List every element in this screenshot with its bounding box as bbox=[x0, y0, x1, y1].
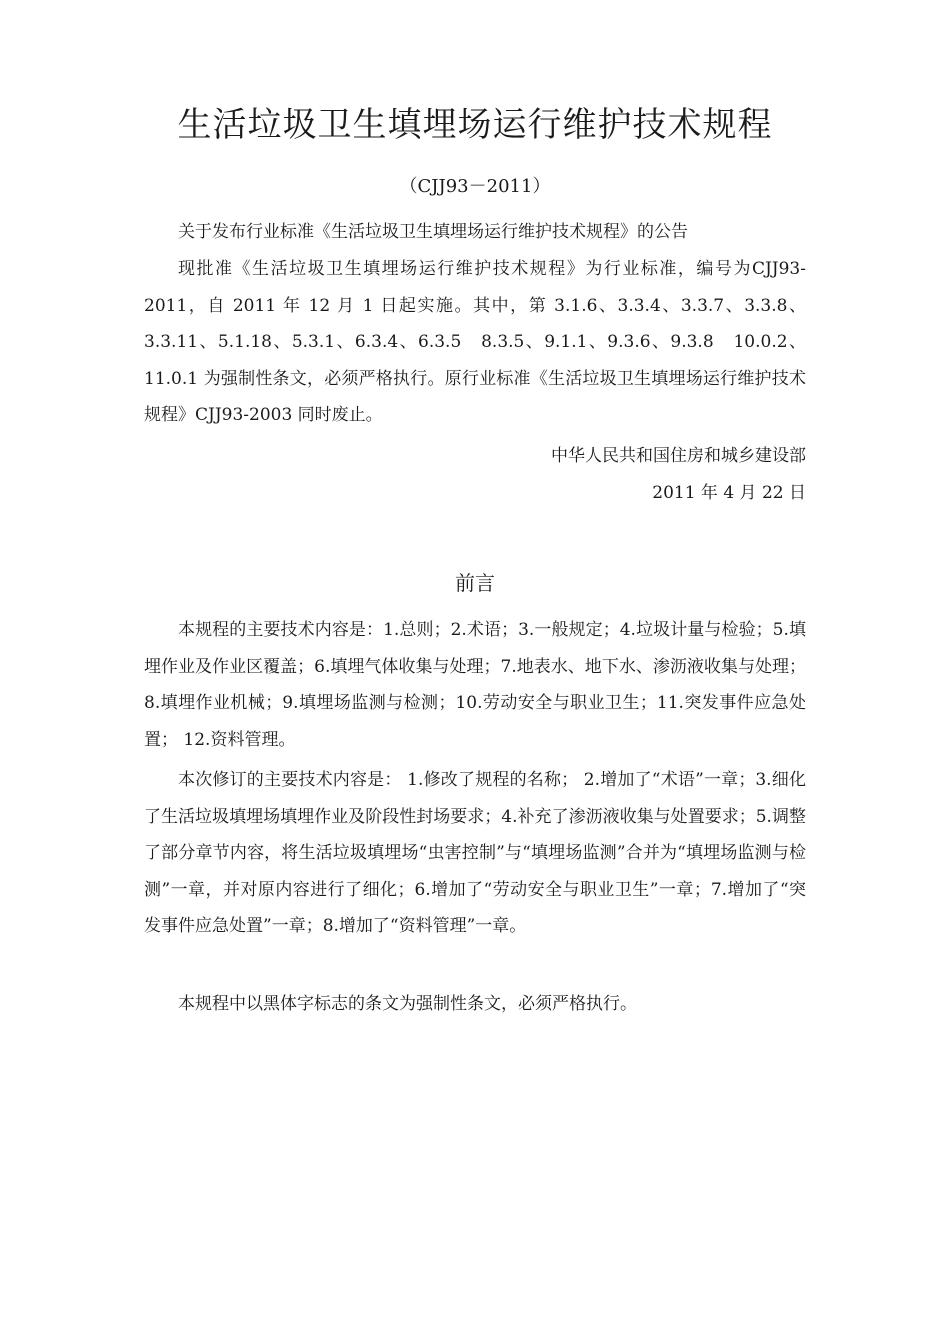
announcement-title: 关于发布行业标准《生活垃圾卫生填埋场运行维护技术规程》的公告 bbox=[178, 222, 688, 242]
standard-code: （CJJ93－2011） bbox=[399, 176, 551, 197]
document-title: 生活垃圾卫生填埋场运行维护技术规程 bbox=[177, 105, 773, 145]
issuer: 中华人民共和国住房和城乡建设部 bbox=[551, 446, 806, 466]
issue-date: 2011 年 4 月 22 日 bbox=[652, 483, 806, 503]
preface-paragraph-2: 本次修订的主要技术内容是： 1.修改了规程的名称； 2.增加了“术语”一章；3.细化了生活垃圾填埋场填埋作业及阶段性封场要求；4.补充了渗沥液收集与处置要求；5.调整了部分章节内容，将生活垃圾填埋场“虫害控制”与“填埋场监测”合并为“填埋场监测与检测”一章，并对原内容进行了细化；6.增加了“劳动安全与职业卫生”一章；7.增加了“突发事件应急处置”一章；8.增加了“资料管理”一章。 bbox=[144, 770, 806, 936]
preface-heading: 前言 bbox=[455, 571, 495, 595]
preface-paragraph-1: 本规程的主要技术内容是：1.总则；2.术语；3.一般规定；4.垃圾计量与检验；5.填埋作业及作业区覆盖；6.填埋气体收集与处理；7.地表水、地下水、渗沥液收集与处理；8.填埋作业机械；9.填埋场监测与检测；10.劳动安全与职业卫生；11.突发事件应急处置； 12.资料管理。 bbox=[144, 620, 806, 750]
announcement-body: 现批准《生活垃圾卫生填埋场运行维护技术规程》为行业标准，编号为CJJ93-2011，自 2011 年 12 月 1 日起实施。其中，第 3.1.6、3.3.4、3.3.7、3.3.8、3.3.11、5.1.18、5.3.1、6.3.4、6.3.5 8.3.5、9.1.1、9.3.6、9.3.8 10.0.2、11.0.1 为强制性条文，必须严格执行。原行业标准《生活垃圾卫生填埋场运行维护技术规程》CJJ93-2003 同时废止。 bbox=[144, 259, 806, 425]
preface-paragraph-3: 本规程中以黑体字标志的条文为强制性条文，必须严格执行。 bbox=[178, 994, 637, 1014]
